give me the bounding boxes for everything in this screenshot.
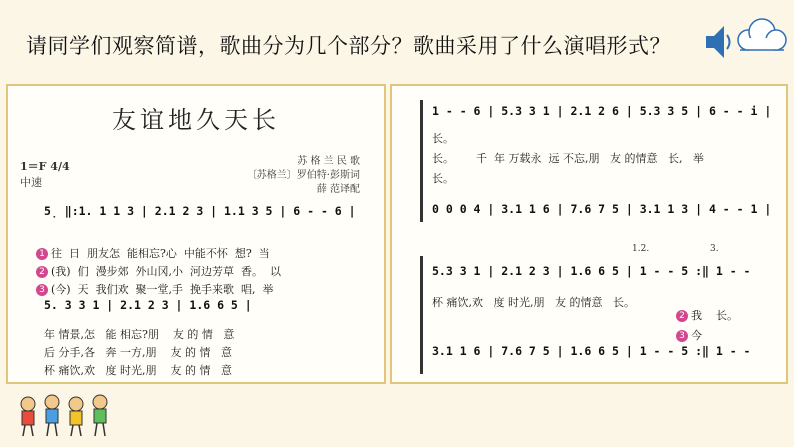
- question-text: 请同学们观察简谱，歌曲分为几个部分？歌曲采用了什么演唱形式？: [26, 34, 671, 58]
- notation-row: 1 - - 6 | 5.3 3 1 | 2.1 2 6 | 5.3 3 5 | 6 - - i |: [432, 104, 772, 118]
- song-title: 友谊地久天长: [112, 106, 280, 134]
- verse-text: 我 长。: [691, 309, 738, 322]
- verse-text: 往 日 朋友怎 能相忘?心 中能不怀 想? 当: [51, 247, 270, 260]
- notation-row: 5.3 3 1 | 2.1 2 3 | 1.6 6 5 | 1 - - 5 :‖ 1 - -: [432, 264, 751, 278]
- lyric-line: 千 年 万载永 远 不忘,朋 友 的情意 长, 举: [476, 152, 704, 165]
- volta-bracket: 3.: [710, 244, 719, 254]
- notation-row: 5̣ ‖:1. 1 1 3 | 2.1 2 3 | 1.1 3 5 | 6 - - 6 |: [44, 204, 356, 218]
- lyric-fragment: 长。: [432, 152, 454, 165]
- tempo-marking: 中速: [20, 176, 42, 189]
- score-panel-left: [6, 84, 386, 384]
- verse-text: (我) 们 漫步郊 外山冈,小 河边芳草 香。 以: [51, 265, 282, 278]
- verse-number: 2: [36, 266, 48, 278]
- verse-text: (今) 天 我们欢 聚一堂,手 挽手来歌 唱, 举: [51, 283, 274, 296]
- notation-row: 5. 3 3 1 | 2.1 2 3 | 1.6 6 5 |: [44, 298, 252, 312]
- verse-text: 杯 痛饮,欢 度 时光,朋 友 的 情 意: [44, 364, 232, 377]
- verse-number: 3: [676, 330, 688, 342]
- verse-text: 年 情景,怎 能 相忘?朋 友 的 情 意: [44, 328, 235, 341]
- notation-row-bass: 0 0 0 4 | 3.1 1 6 | 7.6 7 5 | 3.1 1 3 | 4 - - 1 |: [432, 202, 772, 216]
- cloud-decoration-icon: [728, 12, 792, 60]
- verse-text: 后 分手,各 奔 一方,朋 友 的 情 意: [44, 346, 232, 359]
- volta-bracket: 1.2.: [632, 244, 650, 254]
- lyric-line: 杯 痛饮,欢 度 时光,朋 友 的情意 长。: [432, 296, 635, 309]
- verse-number: 3: [36, 284, 48, 296]
- verse-number: 2: [676, 310, 688, 322]
- system-bracket: [420, 100, 423, 222]
- verse-text: 今: [691, 329, 702, 342]
- credit-translator: 薛 范译配: [316, 184, 360, 195]
- key-signature: 1＝F 4/4: [20, 160, 70, 173]
- lyric-fragment: 长。: [432, 132, 454, 145]
- credit-origin: 苏 格 兰 民 歌: [297, 156, 360, 167]
- system-bracket: [420, 256, 423, 374]
- notation-row-bass: 3.1 1 6 | 7.6 7 5 | 1.6 6 5 | 1 - - 5 :‖ 1 - -: [432, 344, 751, 358]
- score-panel-right: [390, 84, 788, 384]
- verse-number: 1: [36, 248, 48, 260]
- children-decoration-icon: [14, 392, 124, 438]
- credit-lyricist: 〔苏格兰〕罗伯特·彭斯词: [246, 170, 360, 181]
- lyric-fragment: 长。: [432, 172, 454, 185]
